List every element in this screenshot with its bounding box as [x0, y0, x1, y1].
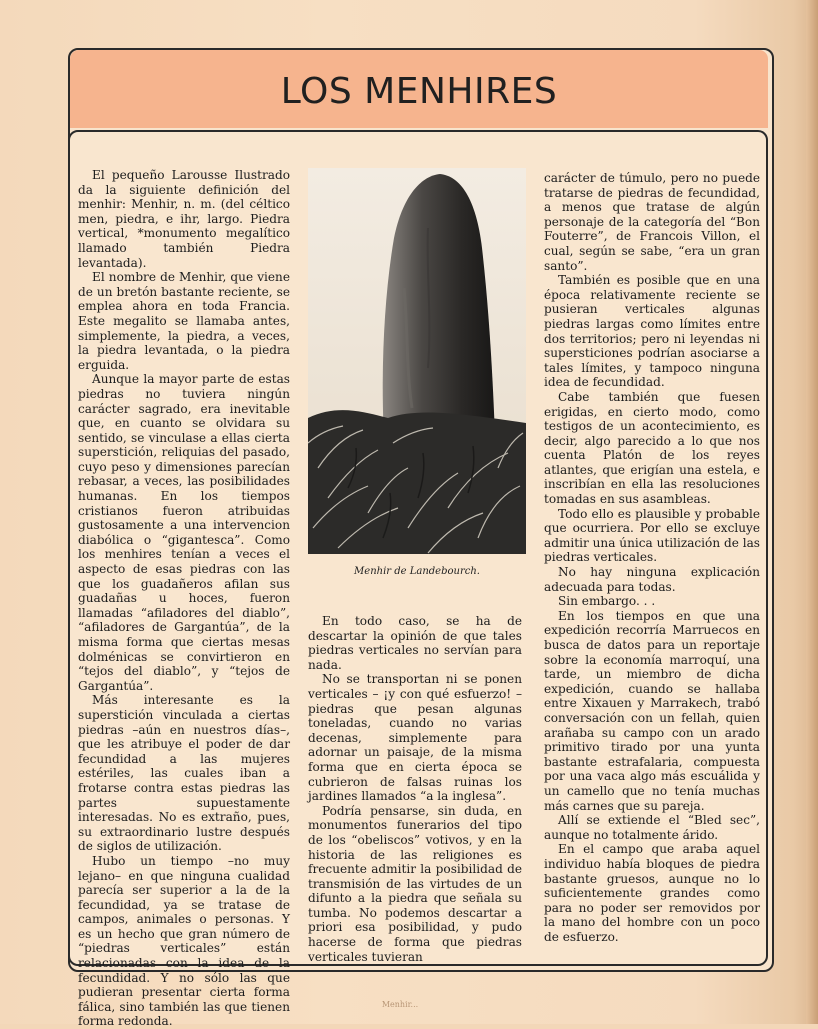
page-footer-mark: Menhir... [381, 1000, 419, 1009]
paragraph: En los tiempos en que una expedición recorría Marruecos en busca de datos para un reportaje sobre la economía marroquí, una tarde, un miembro de dicha expedición, cuando se hallaba entre Xixauen y Marrakech, trabó conversación con un fellah, quien arañaba su campo con un arado primitivo tirado por una yunta bastante estrafalaria, compuesta por una vaca algo más escuálida y un camello que no tenía muchas más carnes que su pareja. [544, 608, 760, 813]
paragraph: Todo ello es plausible y probable que ocurriera. Por ello se excluye admitir una única utilización de las piedras verticales. [544, 506, 760, 565]
paragraph: En todo caso, se ha de descartar la opinión de que tales piedras verticales no servían para nada. [308, 614, 522, 672]
paragraph: Más interesante es la superstición vinculada a ciertas piedras –aún en nuestros días–, que les atribuye el poder de dar fecundidad a las mujeres estériles, las cuales iban a frotarse contra estas piedras las partes supuestamente interesadas. No es extraño, pues, su extraordinario lustre después de siglos de utilización. [78, 693, 290, 854]
photo-caption: Menhir de Landebourch. [354, 566, 480, 577]
paragraph: No se transportan ni se ponen verticales – ¡y con qué esfuerzo! – piedras que pesan algunas toneladas, cuando no varias decenas, simplemente para adornar un paisaje, de la misma forma que en cierta época se cubrieron de falsas ruinas los jardines llamados “a la inglesa”. [308, 672, 522, 804]
paragraph: Sin embargo. . . [558, 594, 656, 609]
article-title: LOS MENHIRES [280, 71, 558, 112]
paragraph: Hubo un tiempo –no muy lejano– en que ninguna cualidad parecía ser superior a la de la fecundidad, ya se tratase de campos, animales o personas. Y es un hecho que gran número de “piedras verticales” están relacionadas con la idea de la fecundidad. Y no sólo las que pudieran presentar cierta forma fálica, sino también las que tienen forma redonda. [78, 853, 290, 1029]
paragraph: Cabe también que fuesen erigidas, en cierto modo, como testigos de un acontecimiento, es decir, algo parecido a lo que nos cuenta Platón de los reyes atlantes, que erigían una estela, e inscribían en ella las resoluciones tomadas en sus asambleas. [544, 389, 760, 507]
paragraph: También es posible que en una época relativamente reciente se pusieran verticales algunas piedras largas como límites entre dos territorios; pero ni leyendas ni supersticiones podrían asociarse a tales límites, y tampoco ninguna idea de fecundidad. [544, 273, 760, 390]
paragraph: Allí se extiende el “Bled sec”, aunque no totalmente árido. [544, 813, 760, 842]
paragraph: No hay ninguna explicación adecuada para todas. [544, 565, 760, 594]
paragraph: El pequeño Larousse Ilustrado da la siguiente definición del menhir: Menhir, n. m. (del céltico men, piedra, e ihr, largo. Piedra vertical, *monumento megalítico llamado también Piedra levantada). [78, 168, 290, 270]
paragraph: Aunque la mayor parte de estas piedras no tuviera ningún carácter sagrado, era inevitable que, en cuanto se olvidara su sentido, se vinculase a ellas cierta superstición, reliquias del pasado, cuyo peso y dimensiones parecían rebasar, a veces, las posibilidades humanas. En los tiempos cristianos fueron atribuidas gustosamente a una intervencion diabólica o “gigantesca”. Como los menhires tenían a veces el aspecto de esas piedras con las que los guadañeros afilan sus guadañas u hoces, fueron llamadas “afiladores del diablo”, “afiladores de Gargantúa”, de la misma forma que ciertas mesas dolménicas se convirtieron en “tejos del diablo”, y “tejos de Gargantúa”. [78, 372, 290, 693]
column-3 [544, 171, 760, 944]
paragraph: carácter de túmulo, pero no puede tratarse de piedras de fecundidad, a menos que tratase de algún personaje de la categoría del “Bon Fouterre”, de Francois Villon, el cual, según se sabe, “era un gran santo”. [544, 171, 760, 273]
menhir-photo [308, 168, 526, 554]
column-1 [78, 168, 290, 1029]
paragraph: En el campo que araba aquel individuo había bloques de piedra bastante gruesos, aunque no lo suficientemente grandes como para no poder ser removidos por la mano del hombre con un poco de esfuerzo. [544, 842, 760, 944]
book-spine [806, 0, 818, 1024]
column-2 [308, 614, 522, 964]
paragraph: El nombre de Menhir, que viene de un bretón bastante reciente, se emplea ahora en toda Francia. Este megalito se llamaba antes, simplemente, la piedra, a veces, la piedra levantada, o la piedra erguida. [78, 270, 290, 372]
menhir-illustration [308, 168, 526, 554]
paragraph: Podría pensarse, sin duda, en monumentos funerarios del tipo de los “obeliscos” votivos, y en la historia de las religiones es frecuente admitir la posibilidad de transmisión de las virtudes de un difunto a la piedra que señala su tumba. No podemos descartar a priori esa posibilidad, y pudo hacerse de forma que piedras verticales tuvieran [308, 803, 522, 964]
